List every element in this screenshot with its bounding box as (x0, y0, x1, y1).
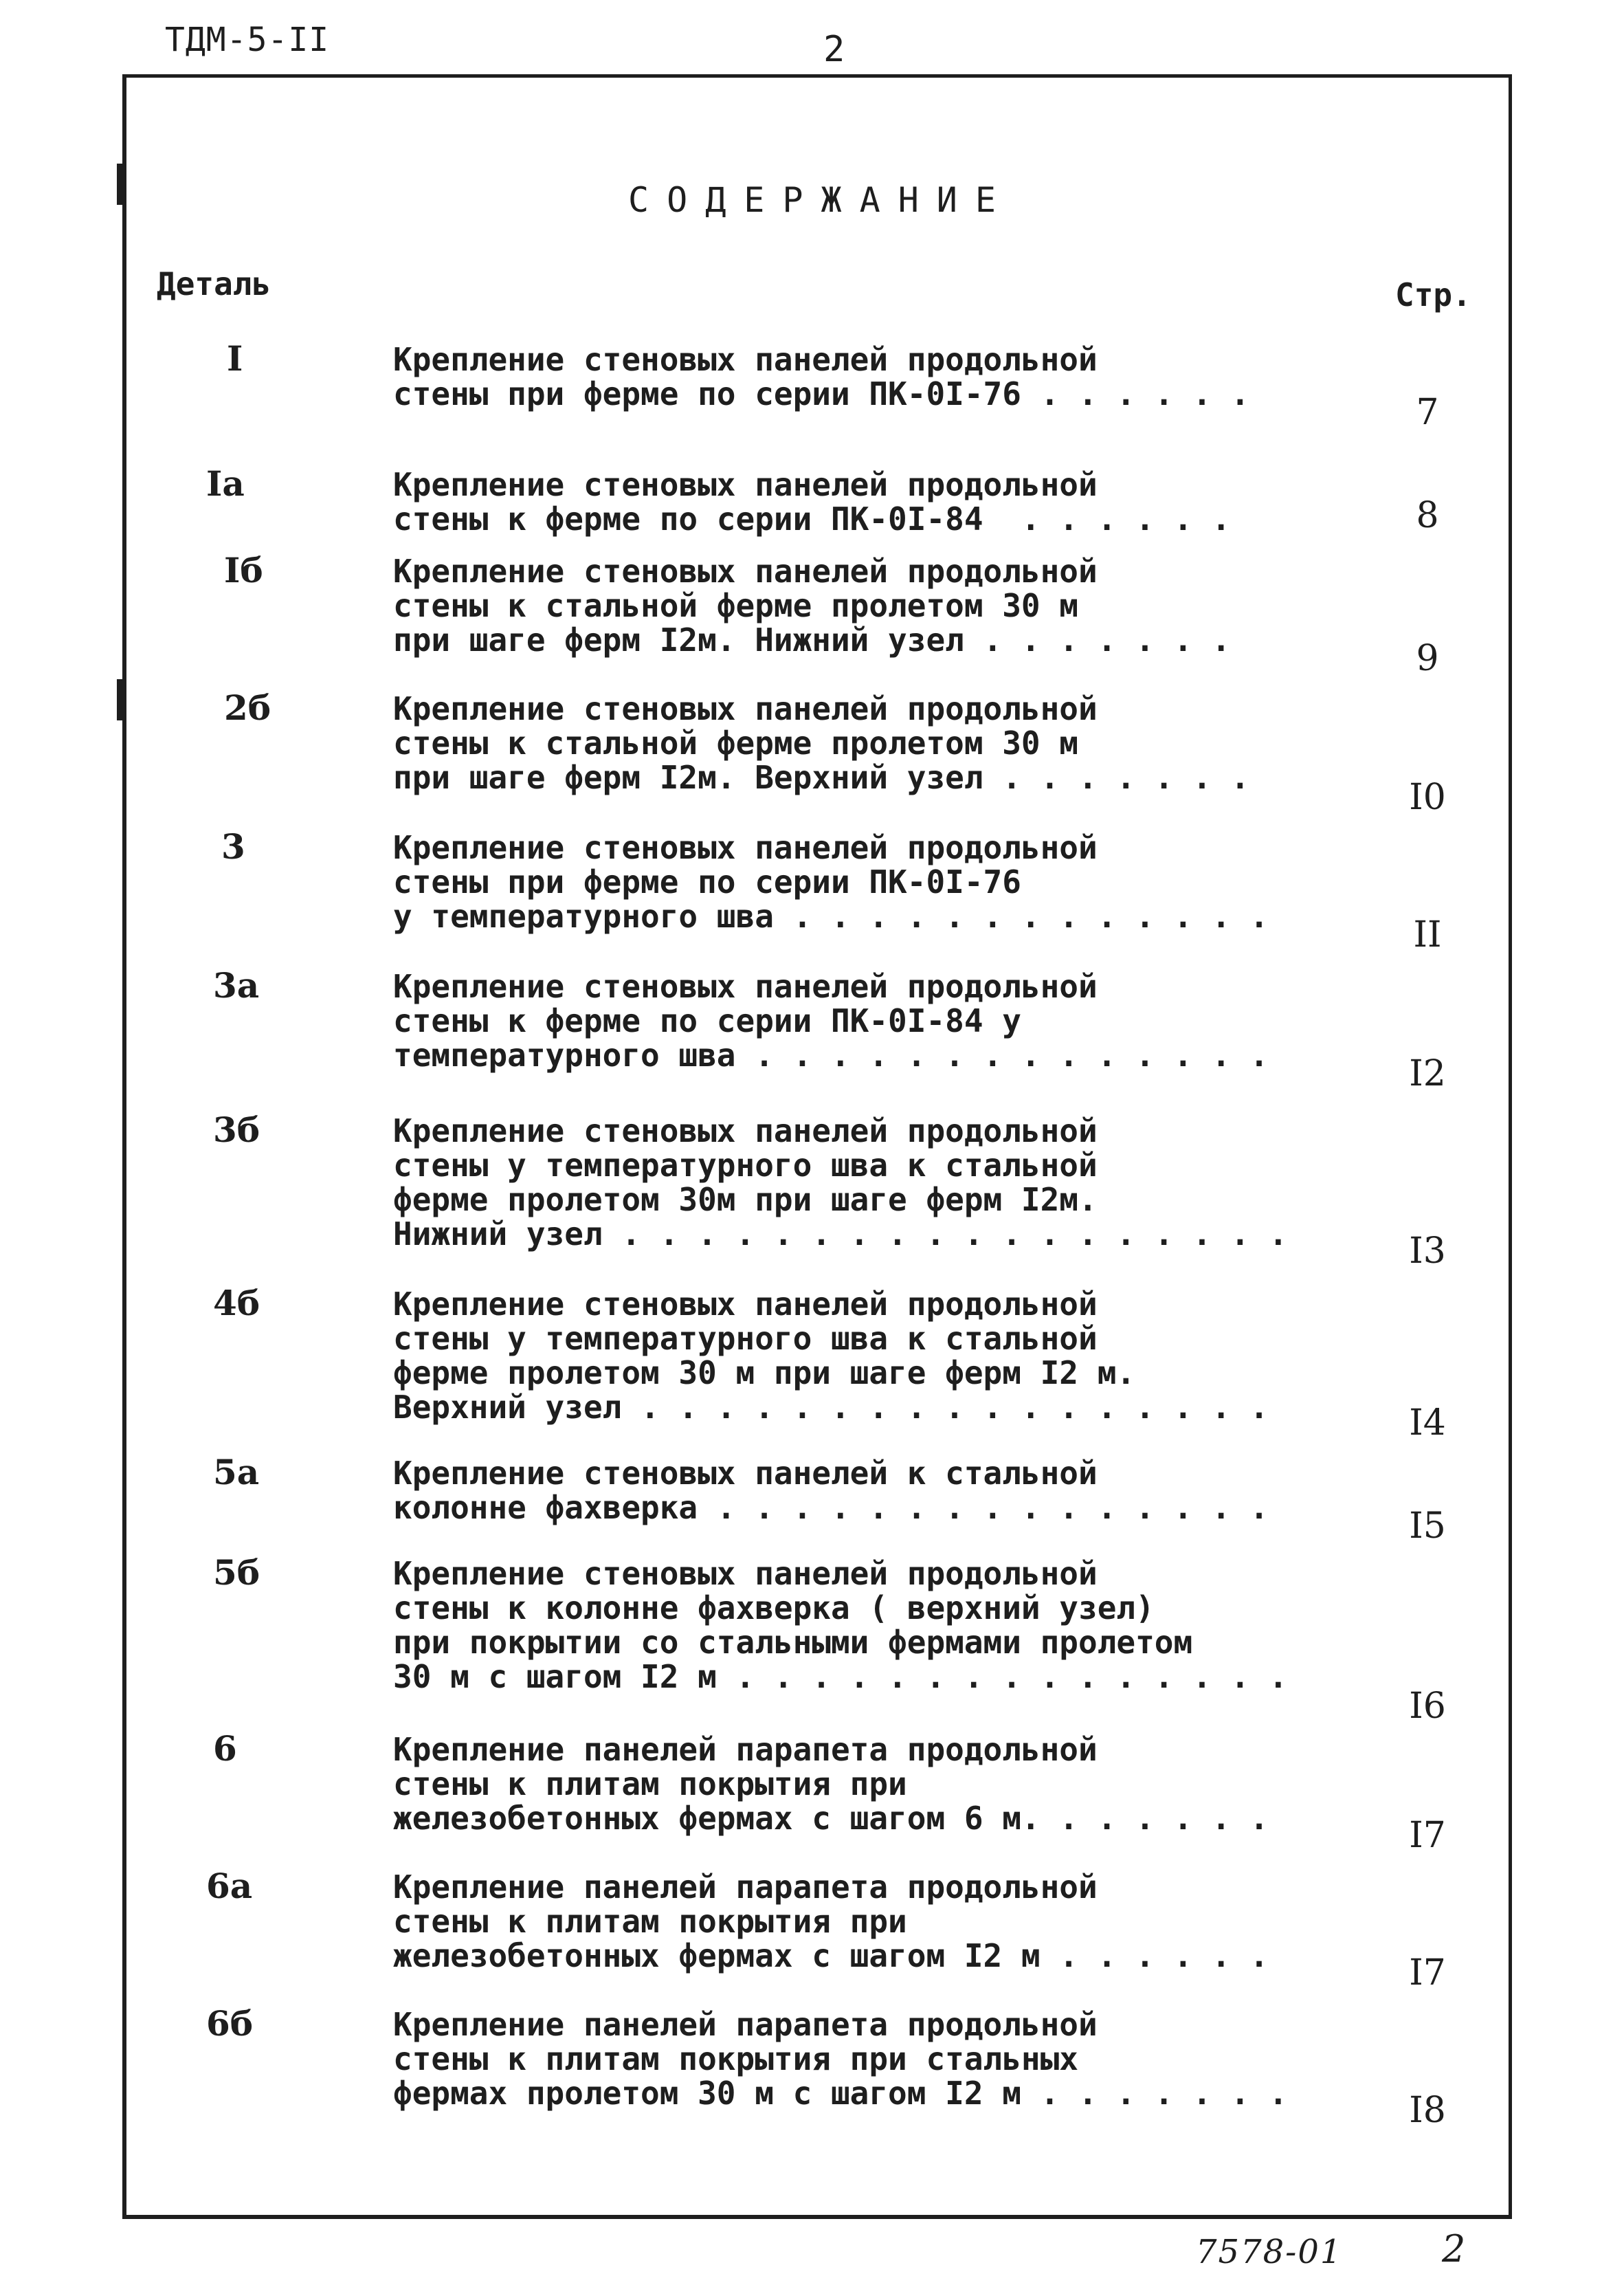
entry-page-number: I5 (1409, 1505, 1446, 1547)
entry-title-line: Крепление стеновых панелей продольной (393, 1555, 1098, 1592)
entry-title-line: Крепление стеновых панелей продольной (393, 466, 1098, 503)
entry-title-line: стены к колонне фахверка ( верхний узел) (393, 1589, 1155, 1626)
entry-title-line: Крепление стеновых панелей продольной (393, 968, 1098, 1005)
entry-title-line: при шаге ферм I2м. Верхний узел . . . . . . . (393, 759, 1250, 796)
entry-title-line: Крепление стеновых панелей продольной (393, 553, 1098, 590)
document-code: ТДМ-5-II (165, 21, 330, 59)
entry-page-number: I0 (1409, 777, 1446, 818)
entry-page-number: I4 (1409, 1402, 1446, 1444)
entry-title-line: Крепление панелей парапета продольной (393, 1868, 1098, 1906)
entry-title-line: Верхний узел . . . . . . . . . . . . . . . . . (393, 1389, 1269, 1426)
entry-title-line: фермах пролетом 30 м с шагом I2 м . . . . . . . (393, 2075, 1288, 2112)
entry-title-line: у температурного шва . . . . . . . . . . . . . (393, 898, 1269, 935)
entry-title-line: железобетонных фермах с шагом I2 м . . . . . . (393, 1937, 1269, 1974)
entry-number: Iб (224, 550, 263, 590)
entry-title (393, 1870, 1269, 1973)
entry-title-line: Крепление стеновых панелей продольной (393, 341, 1098, 378)
entry-title-line: стены к плитам покрытия при (393, 1903, 907, 1940)
column-label-page: Стр. (1395, 276, 1471, 313)
entry-title-line: ферме пролетом 30 м при шаге ферм I2 м. (393, 1354, 1136, 1391)
entry-title (393, 830, 1269, 934)
entry-page-number: 8 (1416, 495, 1439, 536)
entry-title (393, 969, 1269, 1072)
entry-number: 5а (213, 1452, 260, 1492)
entry-title-line: температурного шва . . . . . . . . . . . . . . (393, 1037, 1269, 1074)
entry-number: 6а (206, 1866, 253, 1906)
entry-title (393, 1556, 1288, 1694)
entry-title-line: стены при ферме по серии ПК-0I-76 . . . . . . (393, 375, 1250, 412)
entry-number: 3б (213, 1110, 260, 1150)
entry-number: 3а (213, 965, 260, 1006)
entry-page-number: I6 (1409, 1686, 1446, 1727)
entry-title-line: стены к стальной ферме пролетом 30 м (393, 587, 1078, 624)
entry-title-line: стены у температурного шва к стальной (393, 1147, 1098, 1184)
footer-document-code: 7578-01 (1196, 2233, 1343, 2271)
column-label-detail: Деталь (157, 265, 271, 302)
entry-title-line: Крепление панелей парапета продольной (393, 1731, 1098, 1768)
entry-number: 5б (213, 1552, 260, 1593)
frame-mark (117, 679, 126, 720)
entry-title-line: Крепление панелей парапета продольной (393, 2006, 1098, 2043)
entry-title (393, 692, 1249, 795)
entry-title-line: железобетонных фермах с шагом 6 м. . . . . . . (393, 1800, 1269, 1837)
entry-title-line: стены к стальной ферме пролетом 30 м (393, 725, 1078, 762)
entry-title-line: 30 м с шагом I2 м . . . . . . . . . . . . . . . (393, 1658, 1288, 1695)
entry-number: Iа (206, 463, 245, 504)
entry-page-number: I7 (1409, 1952, 1446, 1994)
entry-number: 4б (213, 1283, 260, 1323)
entry-page-number: I7 (1409, 1815, 1446, 1856)
entry-number: 6б (206, 2003, 254, 2044)
entry-title-line: ферме пролетом 30м при шаге ферм I2м. (393, 1181, 1098, 1218)
page-title: СОДЕРЖАНИЕ (627, 180, 1014, 220)
entry-page-number: 9 (1416, 638, 1439, 679)
footer-page-number: 2 (1442, 2227, 1466, 2271)
entry-title-line: стены к ферме по серии ПК-0I-84 у (393, 1002, 1021, 1039)
entry-title-line: Нижний узел . . . . . . . . . . . . . . . . . . (393, 1215, 1288, 1252)
entry-title-line: стены к плитам покрытия при (393, 1765, 907, 1802)
entry-number: 3 (221, 826, 245, 867)
entry-title-line: при покрытии со стальными фермами пролетом (393, 1624, 1193, 1661)
entry-number: 6 (213, 1728, 237, 1769)
entry-page-number: I2 (1409, 1053, 1446, 1094)
entry-title-line: Крепление стеновых панелей продольной (393, 690, 1098, 727)
entry-title-line: при шаге ферм I2м. Нижний узел . . . . . . . (393, 621, 1231, 659)
entry-title (393, 342, 1249, 411)
entry-title-line: стены при ферме по серии ПК-0I-76 (393, 863, 1021, 901)
entry-page-number: I8 (1409, 2090, 1446, 2131)
entry-title (393, 1732, 1269, 1835)
entry-title-line: Крепление стеновых панелей продольной (393, 829, 1098, 866)
entry-number: I (227, 338, 243, 379)
entry-title (393, 1114, 1288, 1251)
entry-title-line: колонне фахверка . . . . . . . . . . . . . . . (393, 1489, 1269, 1526)
entry-page-number: 7 (1416, 392, 1439, 433)
entry-title-line: стены у температурного шва к стальной (393, 1320, 1098, 1357)
entry-title-line: Крепление стеновых панелей продольной (393, 1285, 1098, 1323)
entry-title-line: Крепление стеновых панелей к стальной (393, 1455, 1098, 1492)
entry-title-line: стены к плитам покрытия при стальных (393, 2040, 1078, 2077)
entry-title-line: Крепление стеновых панелей продольной (393, 1112, 1098, 1149)
entry-title (393, 467, 1231, 536)
entry-title-line: стены к ферме по серии ПК-0I-84 . . . . . . (393, 500, 1231, 538)
entry-title (393, 1456, 1269, 1525)
entry-number: 2б (224, 687, 271, 728)
page-number-top: 2 (823, 29, 845, 70)
entry-title (393, 1287, 1269, 1424)
entry-title (393, 2007, 1288, 2110)
entry-page-number: II (1413, 914, 1442, 956)
entry-page-number: I3 (1409, 1230, 1446, 1272)
entry-title (393, 554, 1231, 657)
